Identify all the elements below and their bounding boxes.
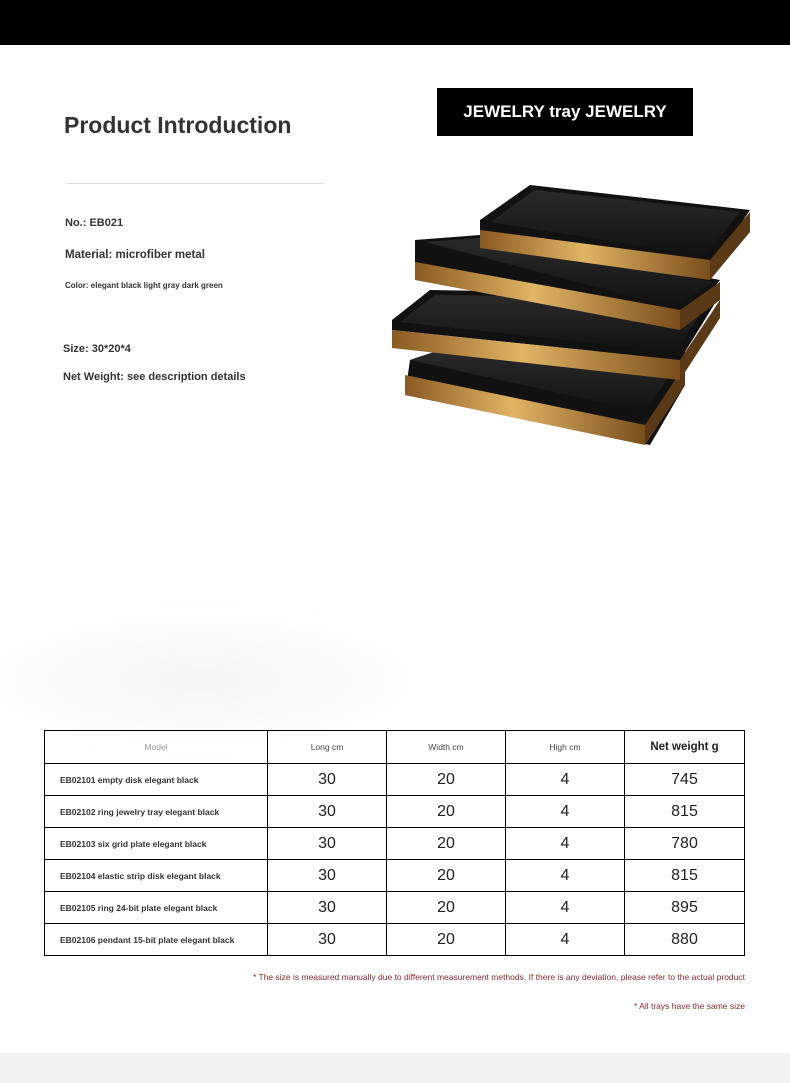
cell-long: 30 — [268, 860, 387, 892]
spec-color: Color: elegant black light gray dark green — [65, 281, 223, 290]
table-row — [45, 892, 745, 924]
cell-weight: 895 — [625, 892, 745, 924]
measurement-note: * The size is measured manually due to different measurement methods. If there is any deviation, please refer to the actual product — [252, 972, 745, 982]
table-header-row — [45, 731, 745, 764]
divider — [66, 183, 324, 184]
table-row — [45, 860, 745, 892]
cell-width: 20 — [387, 892, 506, 924]
cell-model: EB02102 ring jewelry tray elegant black — [45, 796, 268, 828]
cell-weight: 880 — [625, 924, 745, 956]
header-long: Long cm — [268, 731, 387, 764]
cell-long: 30 — [268, 828, 387, 860]
spec-table — [44, 730, 745, 956]
cell-model: EB02103 six grid plate elegant black — [45, 828, 268, 860]
cell-model: EB02105 ring 24-bit plate elegant black — [45, 892, 268, 924]
top-bar — [0, 0, 790, 45]
cell-weight: 780 — [625, 828, 745, 860]
header-model: Model — [45, 731, 268, 764]
header-net-weight: Net weight g — [625, 731, 745, 764]
spec-material: Material: microfiber metal — [65, 249, 205, 261]
cell-high: 4 — [506, 764, 625, 796]
cell-width: 20 — [387, 860, 506, 892]
spec-size: Size: 30*20*4 — [63, 343, 131, 355]
jewelry-trays-image — [380, 180, 770, 460]
cell-model: EB02104 elastic strip disk elegant black — [45, 860, 268, 892]
cell-model: EB02106 pendant 15-bit plate elegant black — [45, 924, 268, 956]
table-row — [45, 924, 745, 956]
cell-long: 30 — [268, 796, 387, 828]
cell-high: 4 — [506, 860, 625, 892]
same-size-note: * All trays have the same size — [633, 1001, 745, 1011]
cell-long: 30 — [268, 924, 387, 956]
header-width: Width cm — [387, 731, 506, 764]
header-high: High cm — [506, 731, 625, 764]
cell-weight: 745 — [625, 764, 745, 796]
cell-model: EB02101 empty disk elegant black — [45, 764, 268, 796]
cell-long: 30 — [268, 764, 387, 796]
cell-high: 4 — [506, 796, 625, 828]
bottom-band — [0, 1053, 790, 1083]
cell-weight: 815 — [625, 860, 745, 892]
table-row — [45, 764, 745, 796]
cell-width: 20 — [387, 796, 506, 828]
cell-width: 20 — [387, 924, 506, 956]
cell-width: 20 — [387, 764, 506, 796]
product-banner: JEWELRY tray JEWELRY — [437, 88, 693, 136]
spec-net-weight: Net Weight: see description details — [63, 371, 246, 383]
cell-high: 4 — [506, 892, 625, 924]
page-title: Product Introduction — [64, 112, 292, 138]
cell-long: 30 — [268, 892, 387, 924]
table-row — [45, 828, 745, 860]
cell-high: 4 — [506, 924, 625, 956]
table-row — [45, 796, 745, 828]
cell-high: 4 — [506, 828, 625, 860]
cell-width: 20 — [387, 828, 506, 860]
spec-number: No.: EB021 — [65, 217, 124, 229]
cell-weight: 815 — [625, 796, 745, 828]
